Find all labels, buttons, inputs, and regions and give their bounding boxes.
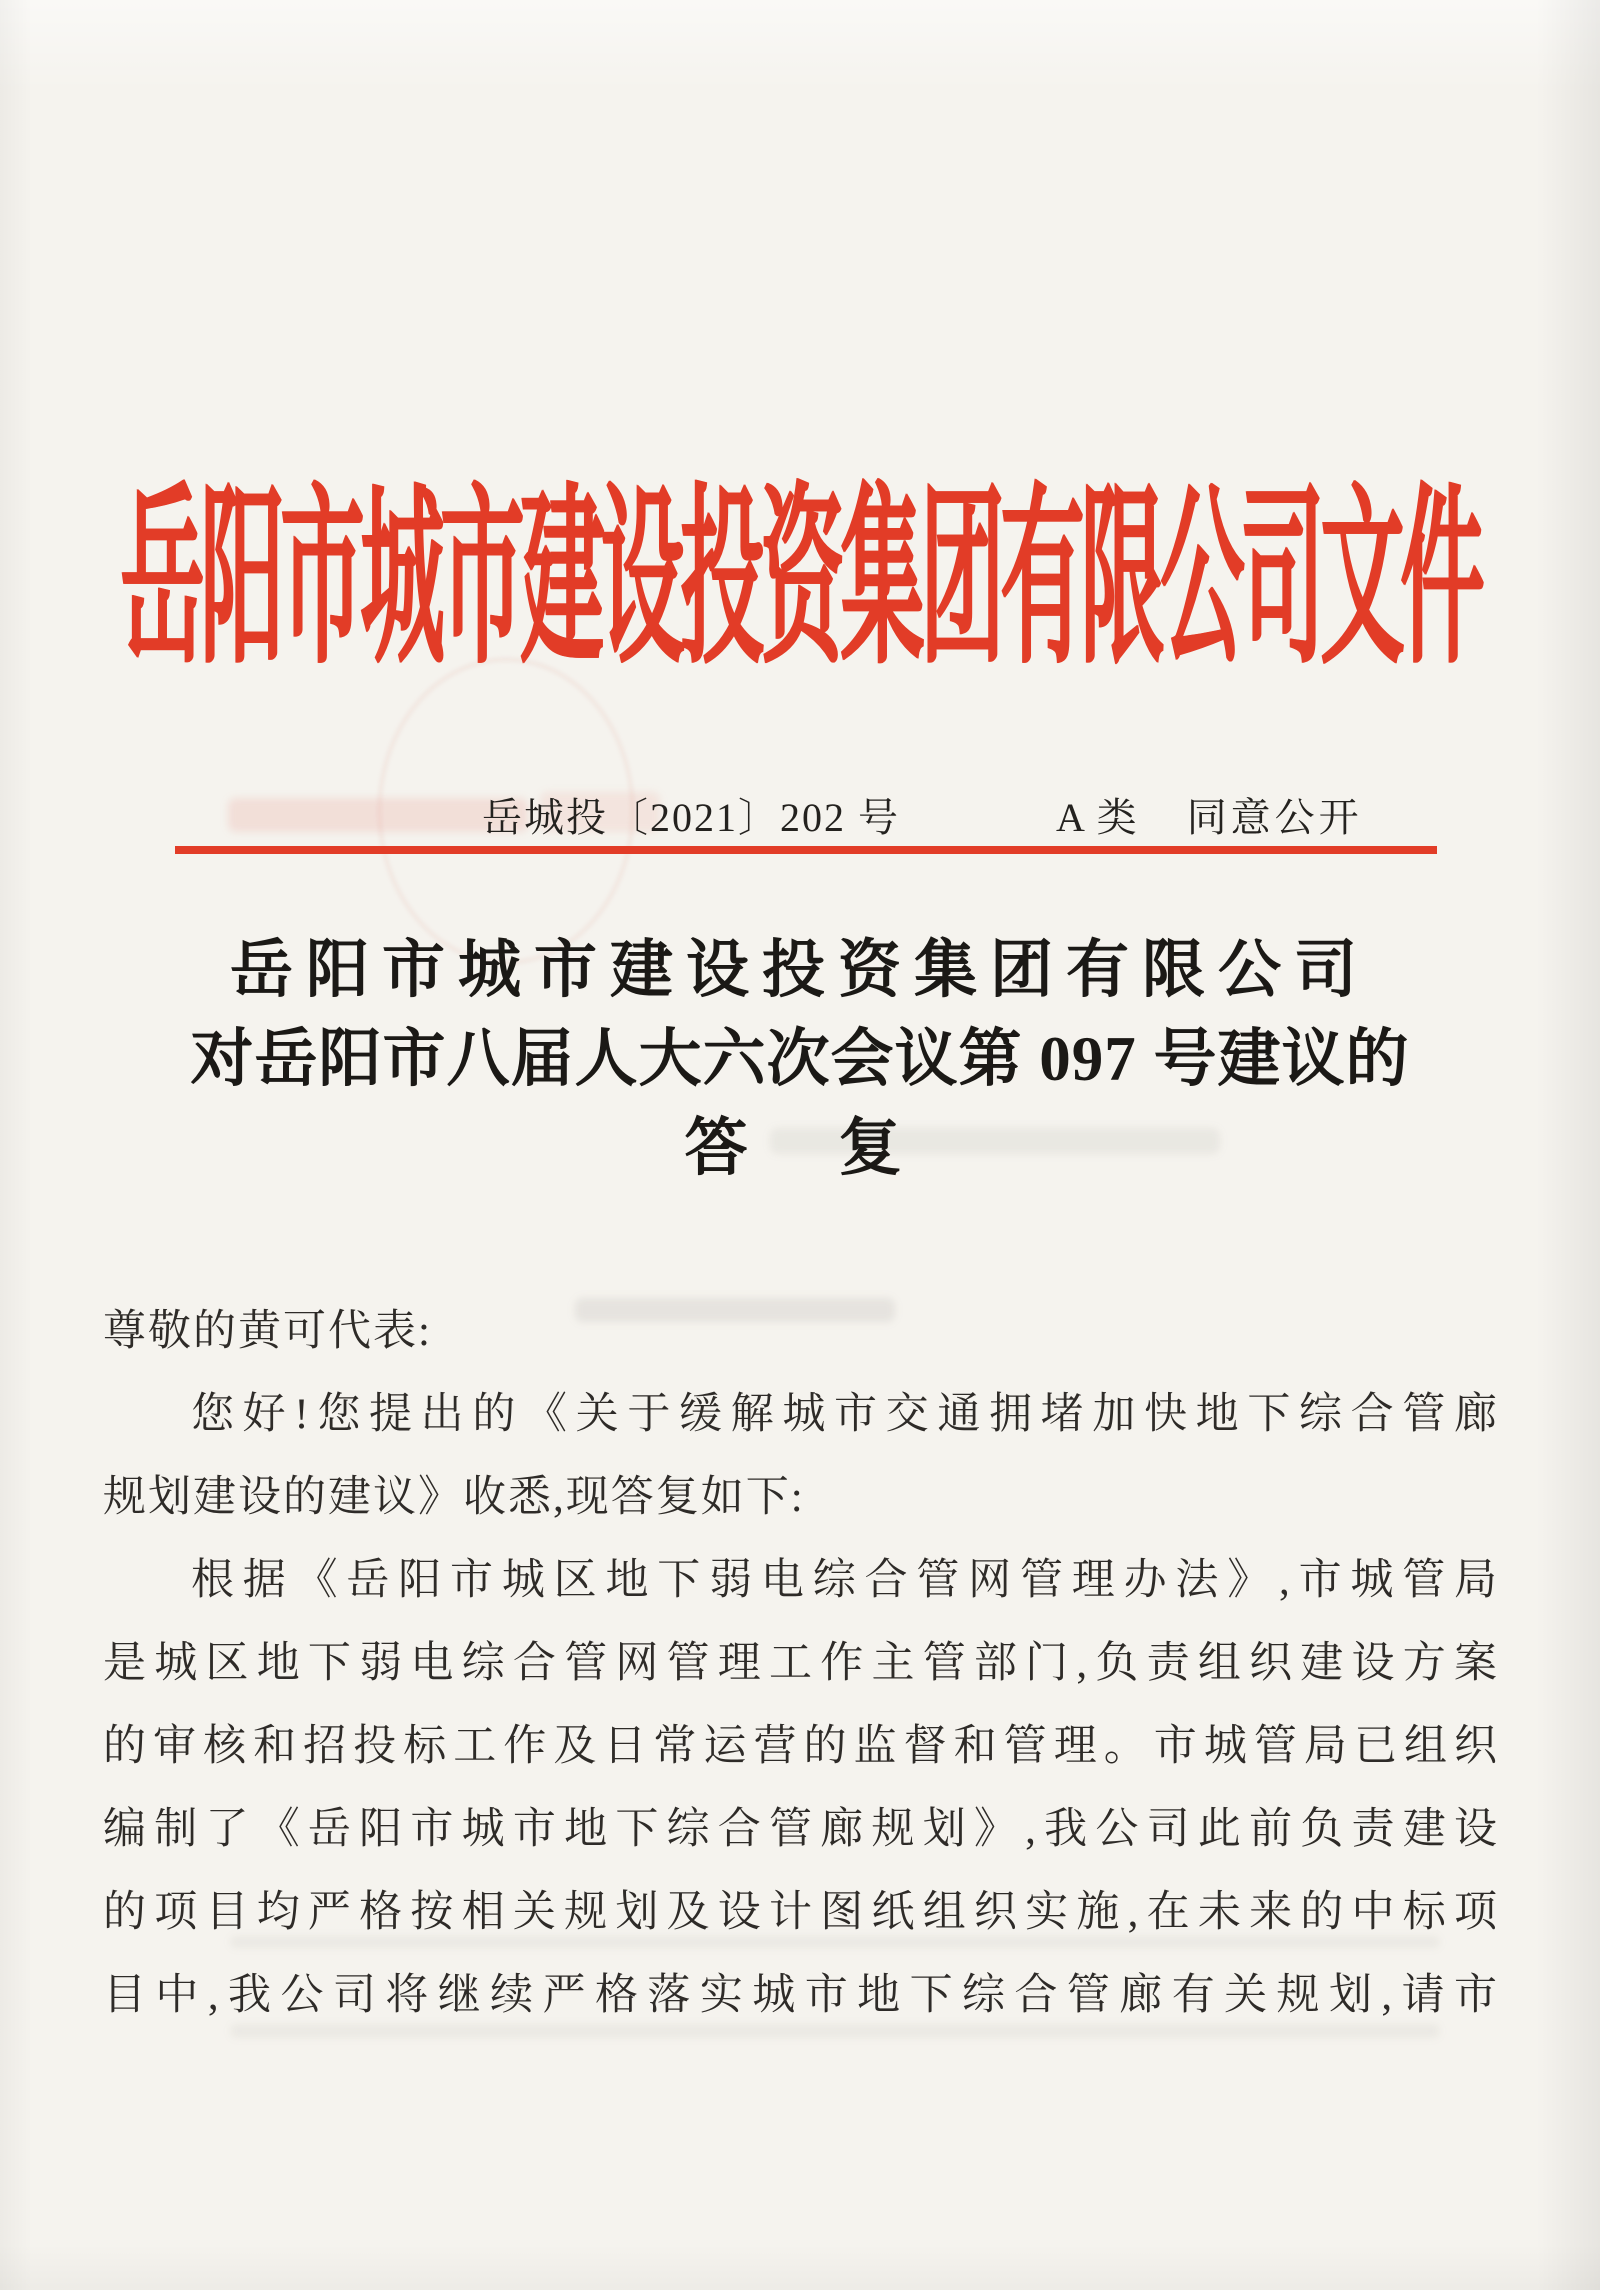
classification-label: A 类 bbox=[1056, 795, 1139, 840]
letterhead-title: 岳阳市城市建设投资集团有限公司文件 bbox=[119, 474, 1480, 689]
body-line: 是城区地下弱电综合管网管理工作主管部门,负责组织建设方案 bbox=[103, 1640, 1499, 1687]
document-title-line3: 答 复 bbox=[684, 1113, 916, 1183]
body-line: 根据《岳阳市城区地下弱电综合管网管理办法》,市城管局 bbox=[191, 1557, 1499, 1604]
letter-body bbox=[103, 1290, 1499, 2037]
body-line: 规划建设的建议》收悉,现答复如下: bbox=[103, 1474, 805, 1521]
document-title-line2: 对岳阳市八届人大六次会议第 097 号建议的 bbox=[190, 1024, 1410, 1094]
document-title-line1: 岳阳市城市建设投资集团有限公司 bbox=[230, 935, 1370, 1005]
body-line: 的审核和招投标工作及日常运营的监督和管理。市城管局已组织 bbox=[103, 1723, 1499, 1770]
body-line: 您好!您提出的《关于缓解城市交通拥堵加快地下综合管廊 bbox=[191, 1391, 1499, 1438]
document-title bbox=[0, 926, 1600, 1193]
body-line: 编制了《岳阳市城市地下综合管廊规划》,我公司此前负责建设 bbox=[103, 1806, 1499, 1853]
body-line: 目中,我公司将继续严格落实城市地下综合管廊有关规划,请市 bbox=[103, 1972, 1499, 2019]
red-divider-line bbox=[175, 846, 1437, 854]
reference-line bbox=[0, 786, 1600, 840]
body-line: 的项目均严格按相关规划及设计图纸组织实施,在未来的中标项 bbox=[103, 1889, 1499, 1936]
document-number: 岳城投〔2021〕202 号 bbox=[482, 795, 900, 840]
publicity-status: 同意公开 bbox=[1186, 795, 1363, 840]
salutation-line: 尊敬的黄可代表: bbox=[103, 1308, 432, 1355]
classification-group bbox=[1056, 786, 1363, 843]
